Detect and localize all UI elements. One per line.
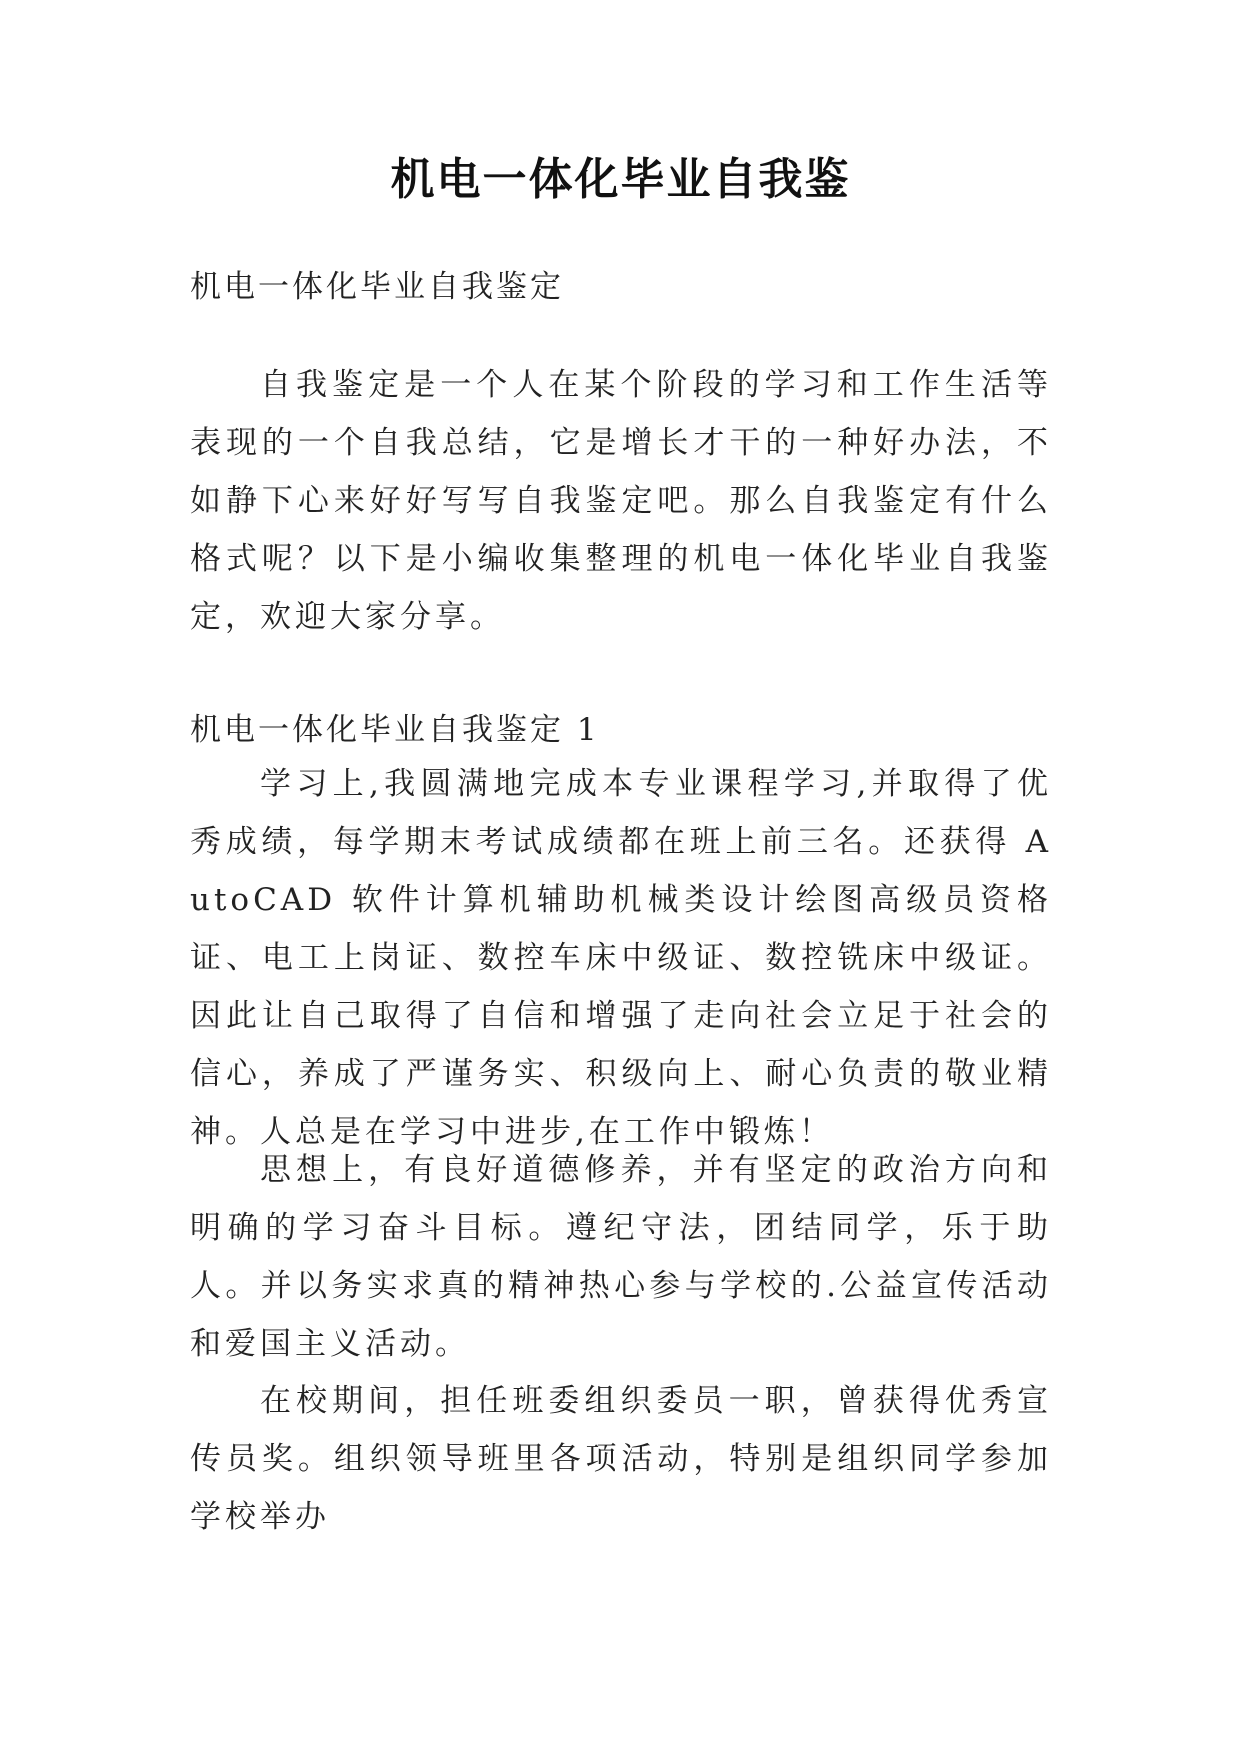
document-title: 机电一体化毕业自我鉴 — [390, 154, 851, 205]
paragraph-school-roles: 在校期间，担任班委组织委员一职，曾获得优秀宣传员奖。组织领导班里各项活动，特别是组织同学参加学校举办 — [190, 1383, 1052, 1535]
intro-paragraph: 自我鉴定是一个人在某个阶段的学习和工作生活等表现的一个自我总结，它是增长才干的一种好办法，不如静下心来好好写写自我鉴定吧。那么自我鉴定有什么格式呢？以下是小编收集整理的机电一体化毕业自我鉴定，欢迎大家分享。 — [190, 367, 1052, 635]
section-heading-1: 机电一体化毕业自我鉴定 1 — [190, 712, 600, 748]
paragraph-ideology: 思想上，有良好道德修养，并有坚定的政治方向和明确的学习奋斗目标。遵纪守法，团结同学，乐于助人。并以务实求真的精神热心参与学校的.公益宣传活动和爱国主义活动。 — [190, 1152, 1052, 1362]
paragraph-study: 学习上,我圆满地完成本专业课程学习,并取得了优秀成绩，每学期末考试成绩都在班上前三名。还获得 AutoCAD 软件计算机辅助机械类设计绘图高级员资格证、电工上岗证、数控车床中级证、数控铣床中级证。因此让自己取得了自信和增强了走向社会立足于社会的信心，养成了严谨务实、积级向上、耐心负责的敬业精神。人总是在学习中进步,在工作中锻炼！ — [190, 766, 1052, 1150]
document-subtitle: 机电一体化毕业自我鉴定 — [190, 269, 564, 305]
